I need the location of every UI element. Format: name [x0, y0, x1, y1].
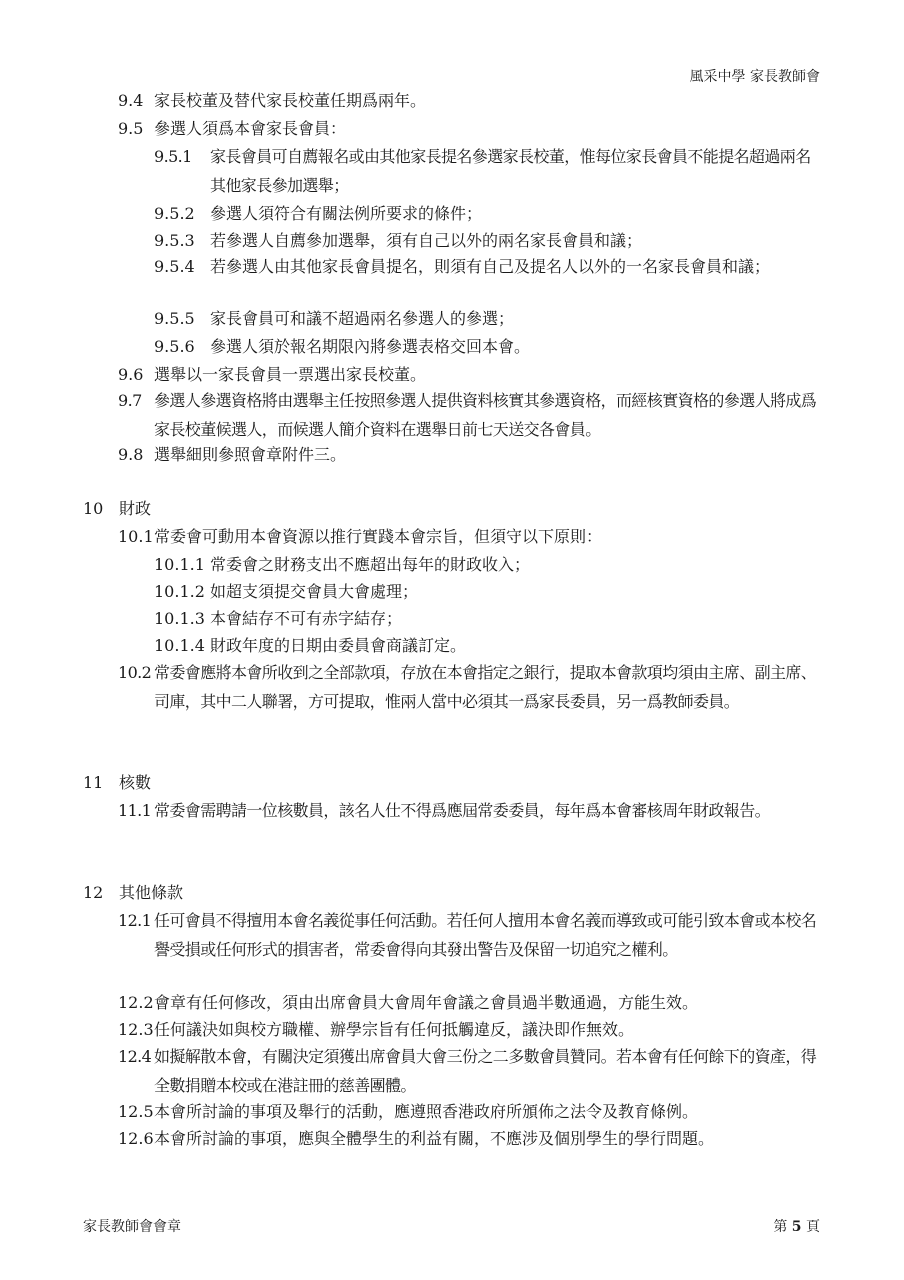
- clause-number: 9.5: [118, 119, 144, 138]
- page-header: 風采中學 家長教師會: [689, 69, 820, 85]
- clause-number: 9.5.3: [154, 231, 195, 250]
- page-number-value: 5: [791, 1219, 802, 1235]
- clause-text: 會章有任何修改，須由出席會員大會周年會議之會員過半數通過，方能生效。: [154, 993, 699, 1012]
- section-title: 其他條款: [119, 883, 184, 902]
- page-number-suffix: 頁: [806, 1219, 820, 1235]
- clause-text: 本會所討論的事項，應與全體學生的利益有關，不應涉及個別學生的學行問題。: [154, 1129, 715, 1148]
- footer-doc-title: 家長教師會會章: [83, 1219, 181, 1235]
- clause-text: 家長會員可和議不超過兩名參選人的參選；: [210, 309, 515, 328]
- clause-number: 9.8: [118, 445, 144, 464]
- clause-9-5-4: [154, 252, 823, 281]
- clause-number: 10.1.2: [154, 582, 205, 601]
- clause-12-6: [118, 1124, 823, 1153]
- clause-number: 9.5.1: [154, 147, 192, 166]
- clause-text: 參選人須符合有關法例所要求的條件；: [210, 204, 483, 223]
- clause-text: 參選人須爲本會家長會員：: [154, 119, 347, 138]
- clause-9-5-2: [154, 199, 823, 228]
- clause-text: 如超支須提交會員大會處理；: [210, 582, 419, 601]
- clause-number: 9.5.2: [154, 204, 195, 223]
- clause-number: 10.1.1: [154, 555, 205, 574]
- clause-text: 家長會員可自薦報名或由其他家長提名參選家長校董，惟每位家長會員不能提名超過兩名其他家長參加選舉；: [210, 147, 811, 195]
- clause-number: 12.5: [118, 1102, 154, 1121]
- clause-number: 9.5.6: [154, 337, 195, 356]
- clause-text: 本會結存不可有赤字結存；: [210, 609, 403, 628]
- clause-12-3: [118, 1015, 823, 1044]
- clause-text: 參選人須於報名期限內將參選表格交回本會。: [210, 337, 531, 356]
- clause-text: 若參選人自薦參加選舉，須有自己以外的兩名家長會員和議；: [210, 231, 643, 250]
- clause-10-1: [118, 522, 823, 551]
- clause-number: 10.1.4: [154, 636, 205, 655]
- clause-text: 參選人參選資格將由選舉主任按照參選人提供資料核實其參選資格，而經核實資格的參選人將成爲家長校董候選人，而候選人簡介資料在選舉日前七天送交各會員。: [154, 391, 817, 439]
- clause-number: 10.1.3: [154, 609, 205, 628]
- clause-9-5-5: [154, 304, 823, 333]
- clause-10-2: [118, 658, 823, 716]
- clause-number: 10.2: [118, 663, 152, 682]
- section-title: 財政: [119, 499, 152, 518]
- clause-number: 9.6: [118, 365, 144, 384]
- clause-text: 選舉以一家長會員一票選出家長校董。: [154, 365, 427, 384]
- clause-10-1-3: [154, 604, 823, 633]
- section-number: 11: [83, 773, 104, 792]
- clause-9-5-3: [154, 226, 823, 255]
- section-11-heading: [83, 768, 151, 797]
- page-number: [773, 1216, 820, 1236]
- clause-12-1: [118, 906, 823, 964]
- clause-number: 9.4: [118, 91, 144, 110]
- clause-text: 常委會需聘請一位核數員，該名人仕不得爲應屆常委委員，每年爲本會審核周年財政報告。: [154, 801, 771, 820]
- clause-11-1: [118, 796, 823, 825]
- clause-number: 11.1: [118, 801, 152, 820]
- section-10-heading: [83, 494, 151, 523]
- clause-text: 任何議決如與校方職權、辦學宗旨有任何抵觸違反，議決即作無效。: [154, 1020, 635, 1039]
- clause-number: 12.2: [118, 993, 154, 1012]
- clause-text: 常委會之財務支出不應超出每年的財政收入；: [210, 555, 531, 574]
- clause-9-4: [118, 86, 823, 115]
- section-title: 核數: [119, 773, 152, 792]
- section-12-heading: [83, 878, 183, 907]
- clause-text: 如擬解散本會，有關決定須獲出席會員大會三份之二多數會員贊同。若本會有任何餘下的資產，得全數捐贈本校或在港註冊的慈善團體。: [154, 1047, 817, 1095]
- clause-9-5: [118, 114, 823, 143]
- page-number-prefix: 第: [773, 1219, 788, 1235]
- clause-9-5-6: [154, 332, 823, 361]
- section-number: 10: [83, 499, 104, 518]
- clause-text: 若參選人由其他家長會員提名，則須有自己及提名人以外的一名家長會員和議；: [210, 257, 771, 276]
- clause-text: 本會所討論的事項及舉行的活動，應遵照香港政府所頒佈之法令及教育條例。: [154, 1102, 699, 1121]
- clause-number: 10.1: [118, 527, 154, 546]
- clause-number: 12.1: [118, 911, 152, 930]
- clause-text: 常委會應將本會所收到之全部款項，存放在本會指定之銀行，提取本會款項均須由主席、副主席、司庫，其中二人聯署，方可提取，惟兩人當中必須其一爲家長委員，另一爲教師委員。: [154, 663, 817, 711]
- clause-9-8: [118, 440, 823, 469]
- clause-10-1-2: [154, 577, 823, 606]
- clause-9-5-1: [154, 142, 823, 200]
- clause-number: 9.5.4: [154, 257, 195, 276]
- clause-text: 財政年度的日期由委員會商議訂定。: [210, 636, 467, 655]
- clause-10-1-4: [154, 631, 823, 660]
- clause-12-2: [118, 988, 823, 1017]
- clause-12-5: [118, 1097, 823, 1126]
- clause-9-6: [118, 360, 823, 389]
- clause-number: 9.5.5: [154, 309, 195, 328]
- clause-text: 任可會員不得擅用本會名義從事任何活動。若任何人擅用本會名義而導致或可能引致本會或本校名譽受損或任何形式的損害者，常委會得向其發出警告及保留一切追究之權利。: [154, 911, 817, 959]
- clause-10-1-1: [154, 550, 823, 579]
- clause-12-4: [118, 1042, 823, 1100]
- clause-text: 選舉細則參照會章附件三。: [154, 445, 347, 464]
- clause-number: 12.3: [118, 1020, 154, 1039]
- clause-number: 9.7: [118, 391, 142, 410]
- clause-9-7: [118, 386, 823, 444]
- clause-number: 12.4: [118, 1047, 152, 1066]
- clause-number: 12.6: [118, 1129, 154, 1148]
- clause-text: 常委會可動用本會資源以推行實踐本會宗旨，但須守以下原則：: [154, 527, 603, 546]
- clause-text: 家長校董及替代家長校董任期爲兩年。: [154, 91, 427, 110]
- section-number: 12: [83, 883, 104, 902]
